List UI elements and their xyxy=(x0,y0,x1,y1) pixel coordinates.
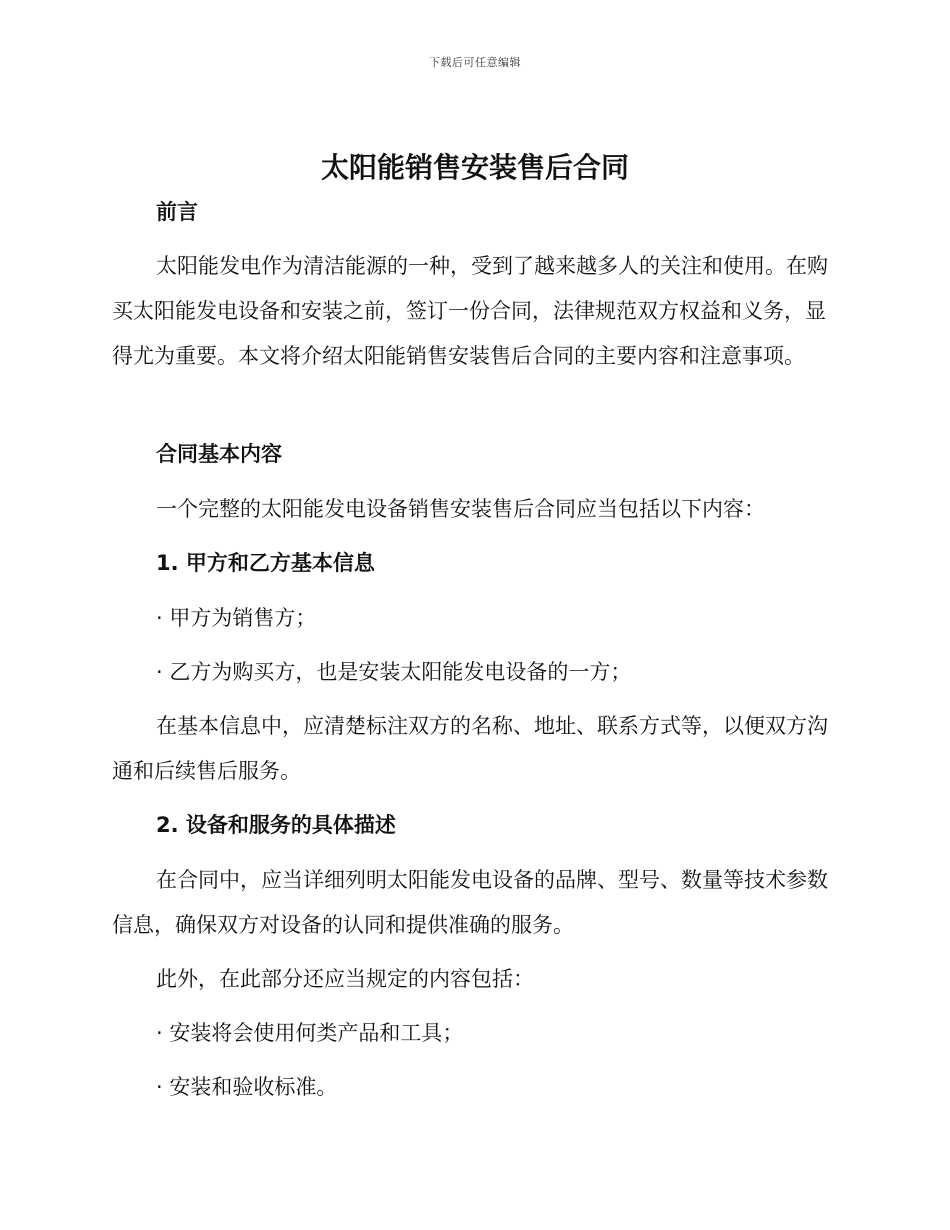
item2-bullet-standards: · 安装和验收标准。 xyxy=(156,1075,338,1099)
basic-content-intro: 一个完整的太阳能发电设备销售安装售后合同应当包括以下内容： xyxy=(156,497,765,521)
header-note: 下载后可任意编辑 xyxy=(429,56,521,69)
preface-paragraph: 太阳能发电作为清洁能源的一种，受到了越来越多人的关注和使用。在购买太阳能发电设备和安装之前，签订一份合同，法律规范双方权益和义务，显得尤为重要。本文将介绍太阳能销售安装售后合同的主要内容和注意事项。 xyxy=(112,254,828,368)
item2-bullet-tools: · 安装将会使用何类产品和工具； xyxy=(156,1021,464,1045)
preface-heading: 前言 xyxy=(156,200,198,224)
document-title: 太阳能销售安装售后合同 xyxy=(320,151,629,184)
item2-heading: 2. 设备和服务的具体描述 xyxy=(156,813,396,837)
item2-intro: 此外，在此部分还应当规定的内容包括： xyxy=(156,967,534,991)
item2-paragraph: 在合同中，应当详细列明太阳能发电设备的品牌、型号、数量等技术参数信息，确保双方对设备的认同和提供准确的服务。 xyxy=(112,868,828,937)
item1-paragraph: 在基本信息中，应清楚标注双方的名称、地址、联系方式等，以便双方沟通和后续售后服务。 xyxy=(112,714,828,783)
item1-bullet-seller: · 甲方为销售方； xyxy=(156,606,317,630)
item1-heading: 1. 甲方和乙方基本信息 xyxy=(156,551,375,575)
basic-content-heading: 合同基本内容 xyxy=(156,442,282,466)
item1-bullet-buyer: · 乙方为购买方，也是安装太阳能发电设备的一方； xyxy=(156,660,632,684)
